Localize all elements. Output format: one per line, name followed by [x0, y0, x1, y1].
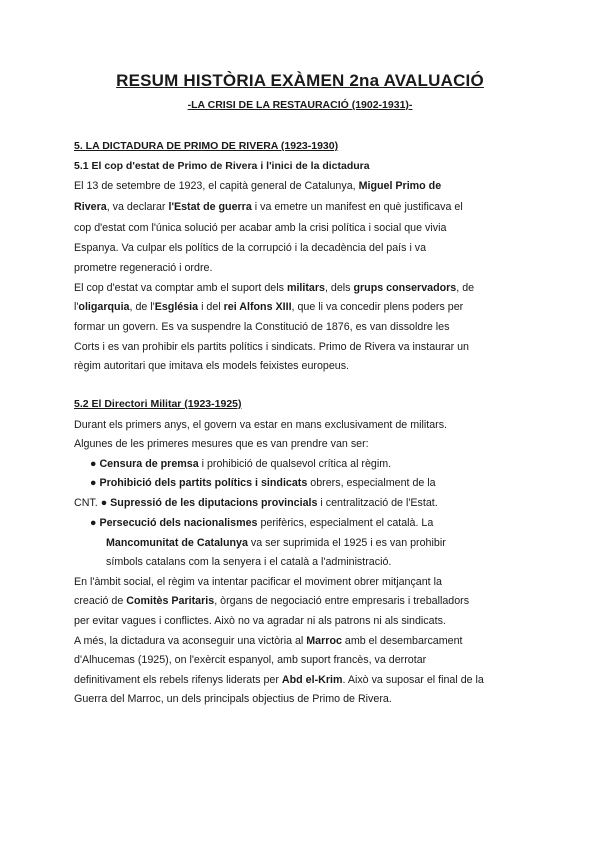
- paragraph-line: Espanya. Va culpar els polítics de la corrupció i la decadència del país i va: [74, 242, 427, 254]
- paragraph-line: l'oligarquia, de l'Església i del rei Alfons XIII, que li va concedir plens poders per: [74, 301, 464, 313]
- paragraph-line: formar un govern. Es va suspendre la Constitució de 1876, es van dissoldre les: [74, 321, 450, 333]
- paragraph-line: Algunes de les primeres mesures que es van prendre van ser:: [74, 438, 369, 450]
- paragraph-line: prometre regeneració i ordre.: [74, 262, 213, 274]
- bullet-continuation: Mancomunitat de Catalunya va ser suprimida el 1925 i es van prohibir: [106, 537, 446, 549]
- bullet-continuation: símbols catalans com la senyera i el català a l'administració.: [106, 556, 392, 568]
- document-subtitle: -LA CRISI DE LA RESTAURACIÓ (1902-1931)-: [187, 99, 413, 111]
- paragraph-line: Rivera, va declarar l'Estat de guerra i va emetre un manifest en què justificava el: [74, 201, 463, 213]
- bullet-icon: ●: [90, 477, 97, 489]
- section-heading: 5. LA DICTADURA DE PRIMO DE RIVERA (1923-1930): [74, 140, 339, 152]
- paragraph-line: cop d'estat com l'única solució per acabar amb la crisi política i social que vivia: [74, 222, 447, 234]
- bullet-item: ● Censura de premsa i prohibició de qualsevol crítica al règim.: [90, 458, 392, 470]
- paragraph-line: definitivament els rebels rifenys liderats per Abd el-Krim. Això va suposar el final de la: [74, 674, 484, 686]
- subsection-heading-5-2: 5.2 El Directori Militar (1923-1925): [74, 398, 242, 410]
- paragraph-line: Corts i es van prohibir els partits polítics i sindicats. Primo de Rivera va instaurar un: [74, 341, 469, 353]
- bullet-item: ● Prohibició dels partits polítics i sindicats obrers, especialment de la: [90, 477, 436, 489]
- paragraph-line: En l'àmbit social, el règim va intentar pacificar el moviment obrer mitjançant la: [74, 576, 442, 588]
- paragraph-line: per evitar vagues i conflictes. Això no va agradar ni als patrons ni als sindicats.: [74, 615, 446, 627]
- bullet-icon: ●: [100, 497, 108, 509]
- paragraph-line: règim autoritari que imitava els models feixistes europeus.: [74, 360, 350, 372]
- bullet-item: ● Persecució dels nacionalismes perifèrics, especialment el català. La: [90, 517, 434, 529]
- paragraph-line: Guerra del Marroc, un dels principals objectius de Primo de Rivera.: [74, 693, 392, 705]
- paragraph-line: Durant els primers anys, el govern va estar en mans exclusivament de militars.: [74, 419, 448, 431]
- paragraph-line: A més, la dictadura va aconseguir una victòria al Marroc amb el desembarcament: [74, 635, 463, 647]
- document-title: RESUM HISTÒRIA EXÀMEN 2na AVALUACIÓ: [116, 71, 484, 90]
- paragraph-line: d'Alhucemas (1925), on l'exèrcit espanyol, amb suport francès, va derrotar: [74, 654, 427, 666]
- paragraph-line: El 13 de setembre de 1923, el capità general de Catalunya, Miguel Primo de: [74, 180, 442, 192]
- subsection-heading-5-1: 5.1 El cop d'estat de Primo de Rivera i l'inici de la dictadura: [74, 160, 370, 172]
- bullet-icon: ●: [90, 458, 97, 470]
- bullet-item: CNT. ● Supressió de les diputacions provincials i centralització de l'Estat.: [74, 497, 438, 509]
- bullet-icon: ●: [90, 517, 97, 529]
- paragraph-line: creació de Comitès Paritaris, òrgans de negociació entre empresaris i treballadors: [74, 595, 470, 607]
- paragraph-line: El cop d'estat va comptar amb el suport dels militars, dels grups conservadors, de: [74, 282, 475, 294]
